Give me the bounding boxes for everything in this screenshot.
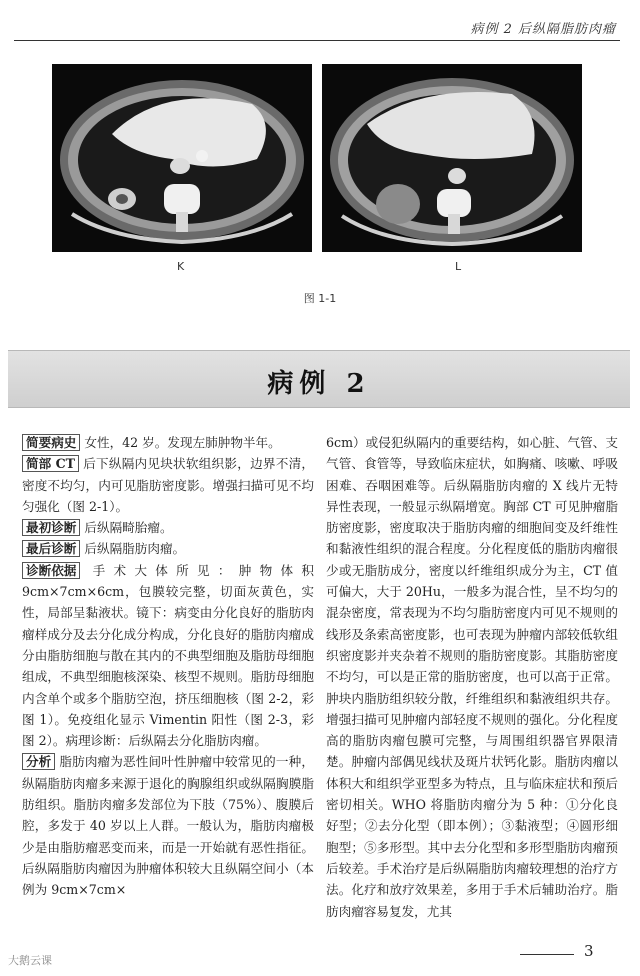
case-title-banner [8,350,630,408]
tag-basis: 诊断依据 [22,562,80,579]
paragraph-analysis-continued: 6cm）或侵犯纵隔内的重要结构，如心脏、气管、支气管、食管等，导致临床症状，如胸痛、咳嗽、呼吸困难、吞咽困难等。后纵隔脂肪肉瘤的 X 线片无特异性表现，一般显示纵隔增宽。胸部 CT 可见肿瘤脂肪密度影，密度取决于脂肪肉瘤的细胞间变及纤维性和黏液性组织的混合程度。分化程度低的脂肪肉瘤很少或无脂肪成分，密度以纤维组织成分为主，CT 值可偏大，大于 20Hu，一般多为混合性，呈不均匀的混杂密度，常表现为不均匀脂肪密度内可见不规则的线形及条索高密度影，也可表现为肿瘤内部较低软组织密度影并夹杂着不规则的脂肪密度影。其脂肪密度不均匀，可以是正常的脂肪密度，也可以高于正常。肿块内脂肪组织较分散，纤维组织和黏液组织共存。增强扫描可见肿瘤内部轻度不规则的强化。分化程度高的脂肪肉瘤包膜可完整，与周围组织器官界限清楚。肿瘤内部偶见线状及斑片状钙化影。脂肪肉瘤以体积大和组织学亚型多为特点，且与临床症状和预后密切相关。WHO 将脂肪肉瘤分为 5 种：①分化良好型；②去分化型（即本例）；③黏液型；④圆形细胞型；⑤多形型。其中去分化型和多形型脂肪肉瘤预后较差。手术治疗是后纵隔脂肪肉瘤较理想的治疗方法。化疗和放疗效果差，多用于手术后辅助治疗。脂肪肉瘤容易复发，尤其 [326,435,618,919]
header-rule [14,40,620,41]
text-analysis: 脂肪肉瘤为恶性间叶性肿瘤中较常见的一种，纵隔脂肪肉瘤多来源于退化的胸腺组织或纵隔胸膜脂肪组织。脂肪肉瘤多发部位为下肢（75%）、腹膜后腔，多发于 40 岁以上人群。一般认为，脂肪肉瘤极少是由脂肪瘤恶变而来，而是一开始就有恶性指征。后纵隔脂肪肉瘤因为肿瘤体积较大且纵隔空间小（本例为 9cm×7cm× [22,754,314,898]
figure-caption: 图 1-1 [303,292,337,305]
text-ct: 后下纵隔内见块状软组织影，边界不清，密度不均匀，内可见脂肪密度影。增强扫描可见不均匀强化（图 2-1）。 [22,456,314,514]
tag-final-diagnosis: 最后诊断 [22,540,80,557]
tag-ct: 简部 CT [22,455,79,472]
text-history: 女性，42 岁。发现左肺肿物半年。 [84,435,281,450]
paragraph-final-diagnosis [22,538,314,559]
paragraph-ct [22,453,314,517]
running-header [0,14,640,40]
text-final-diagnosis: 后纵隔脂肪肉瘤。 [84,541,186,557]
page-footer [0,940,640,970]
tag-analysis: 分析 [22,753,55,770]
footer-rule [520,954,574,955]
tag-history: 简要病史 [22,434,80,451]
right-column [326,432,618,922]
panel-label-k: K [177,260,185,273]
running-title: 病例 2 后纵隔脂肪肉瘤 [470,22,616,37]
paragraph-history [22,432,314,453]
left-column [22,432,314,901]
panel-label-l: L [455,260,462,273]
paragraph-analysis [22,751,314,900]
ct-image-k [52,64,312,252]
text-basis: 手术大体所见：肿物体积 9cm×7cm×6cm，包膜较完整，切面灰黄色，实性，局部呈黏液状。镜下：病变由分化良好的脂肪肉瘤样成分及去分化成分构成，分化良好的脂肪肉瘤成分由脂肪细胞与散在其内的不典型细胞及脂肪母细胞组成，不典型细胞核深染、核型不规则。脂肪母细胞内含单个或多个脂肪空泡，挤压细胞核（图 2-2，彩图 1）。免疫组化显示 Vimentin 阳性（图 2-3，彩图 2）。病理诊断：后纵隔去分化脂肪肉瘤。 [22,562,314,749]
case-title: 病例 2 [267,369,371,399]
tag-initial-diagnosis: 最初诊断 [22,519,80,536]
paragraph-basis [22,560,314,752]
text-initial-diagnosis: 后纵隔畸胎瘤。 [84,520,173,536]
paragraph-initial-diagnosis [22,517,314,538]
watermark: 大鹅云课 [8,954,52,967]
ct-image-l [322,64,582,252]
page-number: 3 [584,942,594,960]
